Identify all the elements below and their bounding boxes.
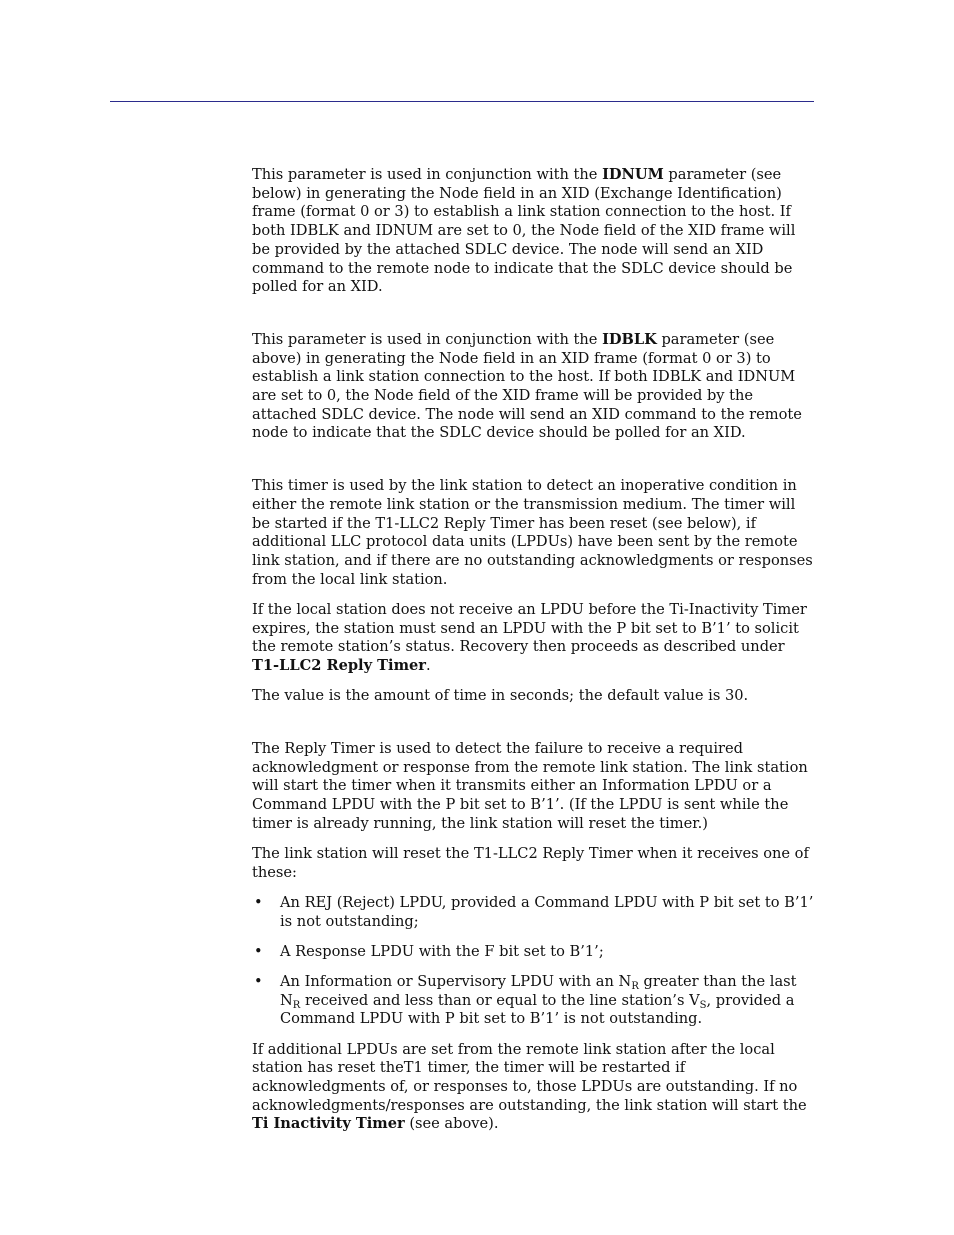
reset-conditions-list (252, 894, 816, 1029)
text-run: If additional LPDUs are set from the remote link station after the local station has reset theT1 timer, the timer will be restarted if acknowledgments of, or responses to, those LPDUs are outstanding. If no acknowledgments/responses are outstanding, the link station will start the (252, 1040, 807, 1114)
list-item-text: , provided a Command LPDU with P bit set to B’1’ is not outstanding. (280, 991, 795, 1028)
bullet-icon: • (254, 942, 263, 960)
text-run: This parameter is used in conjunction with the (252, 166, 603, 183)
t1-timer-reset-intro: The link station will reset the T1-LLC2 Reply Timer when it receives one of these: (252, 844, 809, 881)
subscript: S (699, 999, 707, 1011)
list-item-text: An REJ (Reject) LPDU, provided a Command LPDU with P bit set to B’1’ is not outstanding; (280, 893, 814, 930)
ti-timer-description: This timer is used by the link station to detect an inoperative condition in either the remote link station or the transmission medium. The timer will be started if the T1-LLC2 Reply Timer has been reset (see below), if additional LLC protocol data units (LPDUs) have been sent by the remote link station, and if there are no outstanding acknowledgments or responses from the local link station. (252, 477, 813, 588)
section-idnum (252, 331, 816, 443)
section-idblk (252, 166, 816, 297)
text-run: parameter (see below) in generating the Node field in an XID (Exchange Identification) frame (format 0 or 3) to establish a link station connection to the host. If both IDBLK and IDNUM are set to 0, the Node field of the XID frame will be provided by the attached SDLC device. The node will send an XID command to the remote node to indicate that the SDLC device should be polled for an XID. (252, 166, 796, 296)
idnum-reference: IDNUM (602, 166, 664, 183)
ti-timer-default-value: The value is the amount of time in seconds; the default value is 30. (252, 687, 749, 705)
bullet-icon: • (254, 893, 263, 911)
subscript: R (631, 980, 639, 992)
list-item-text: greater than the last N (280, 972, 797, 1009)
text-run: (see above). (404, 1115, 499, 1133)
subscript: R (292, 999, 301, 1011)
idblk-description (252, 166, 816, 297)
t1-timer-description: The Reply Timer is used to detect the failure to receive a required acknowledgment or response from the remote link station. The link station will start the timer when it transmits either an Information LPDU or a Command LPDU with the P bit set to B’1’. (If the LPDU is sent while the timer is already running, the link station will reset the timer.) (252, 739, 808, 832)
list-item-text: received and less than or equal to the line station’s V (300, 991, 700, 1009)
idnum-description (252, 331, 816, 443)
text-run: . (426, 656, 431, 674)
list-item-text: An Information or Supervisory LPDU with an N (280, 972, 632, 990)
bullet-icon: • (254, 972, 263, 990)
document-body (252, 166, 816, 1134)
list-item (252, 943, 816, 962)
text-run: parameter (see above) in generating the Node field in an XID frame (format 0 or 3) to establish a link station connection to the host. If both IDBLK and IDNUM are set to 0, the Node field of the XID frame will be provided by the attached SDLC device. The node will send an XID command to the remote node to indicate that the SDLC device should be polled for an XID. (252, 330, 802, 442)
ti-timer-expiry (252, 601, 816, 676)
t1-timer-restart (252, 1041, 816, 1135)
section-t1-reply-timer (252, 740, 816, 1134)
header-rule (110, 101, 814, 102)
list-item-text: A Response LPDU with the F bit set to B’1’; (280, 942, 604, 960)
idblk-reference: IDBLK (602, 330, 657, 348)
section-ti-inactivity-timer (252, 477, 816, 706)
list-item (252, 973, 816, 1029)
ti-inactivity-timer-reference: Ti Inactivity Timer (252, 1115, 405, 1133)
text-run: This parameter is used in conjunction with the (252, 330, 603, 348)
text-run: If the local station does not receive an LPDU before the Ti-Inactivity Timer expires, the station must send an LPDU with the P bit set to B’1’ to solicit the remote station’s status. Recovery then proceeds as described under (252, 600, 807, 656)
t1-reply-timer-reference: T1-LLC2 Reply Timer (252, 656, 426, 674)
list-item (252, 894, 816, 931)
